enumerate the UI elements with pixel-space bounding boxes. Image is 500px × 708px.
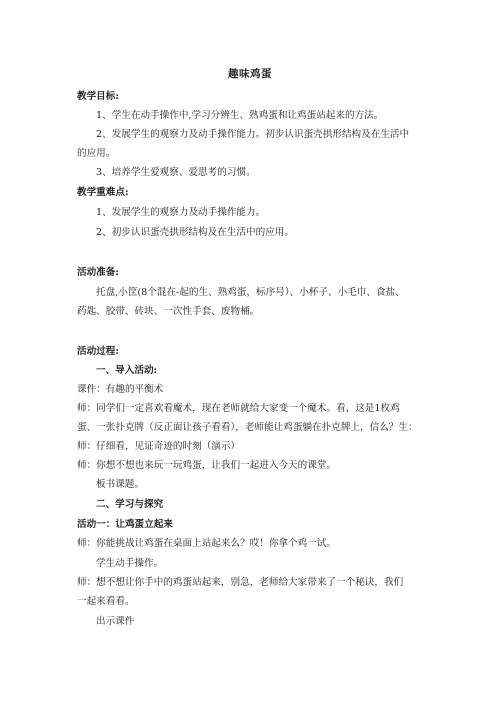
- objective-2: 2、发展学生的观察力及动手操作能力。初步认识蛋壳拱形结构及在生活中: [96, 129, 410, 140]
- objective-2-cont: 的应用。: [77, 148, 116, 159]
- student-operation-line: 学生动手操作。: [96, 558, 164, 569]
- activity-1-heading: 活动一：让鸡蛋立起来: [77, 519, 173, 530]
- section-heading-objectives: 教学目标:: [77, 91, 119, 102]
- preparation-text-cont: 药匙、胶带、砖块、一次性手套、废物桶。: [77, 306, 260, 317]
- preparation-text: 托盘,小筐(8个混在-起的生、熟鸡蛋，标序号）、小杯子、小毛巾、食盐、: [96, 287, 405, 298]
- section-heading-process: 活动过程:: [77, 346, 119, 357]
- section-heading-key-points: 教学重难点:: [77, 187, 129, 198]
- courseware-line: 课件：有趣的平衡术: [77, 384, 164, 395]
- teacher-line-2: 师：仔细看，见证奇迹的时刻（演示）: [77, 441, 241, 452]
- objective-3: 3、培养学生爱观察、爱思考的习惯。: [96, 167, 256, 178]
- teacher-line-3: 师：你想不想也来玩一玩鸡蛋，让我们一起进入今天的课堂。: [77, 460, 337, 471]
- section-heading-preparation: 活动准备:: [77, 267, 119, 278]
- blackboard-line: 板书课题。: [96, 479, 144, 490]
- key-point-1: 1、发展学生的观察力及动手操作能力。: [96, 207, 266, 218]
- key-point-2: 2、初步认识蛋壳拱形结构及在生活中的应用。: [96, 227, 294, 238]
- teacher-line-1-cont: 蛋、一张扑克牌（反正面让孩子看看），老师能让鸡蛋躺在扑克牌上，信么？生：: [77, 422, 418, 433]
- objective-1: 1、学生在动手操作中,学习分辨生、熟鸡蛋和让鸡蛋站起来的方法。: [96, 110, 384, 121]
- document-title: 趣味鸡蛋: [228, 68, 272, 80]
- show-courseware-line: 出示课件: [96, 616, 135, 627]
- teacher-line-5-cont: 一起来看看。: [77, 596, 135, 607]
- teacher-line-5: 师：想不想让你手中的鸡蛋站起来，别急，老师给大家带来了一个秘诀，我们: [77, 577, 404, 588]
- teacher-line-4: 师：你能挑战让鸡蛋在桌面上站起来么？哎！你拿个鸡一试。: [77, 538, 337, 549]
- step-1-heading: 一、导入活动:: [96, 365, 158, 376]
- step-2-heading: 二、学习与探究: [96, 499, 164, 510]
- teacher-line-1: 师：同学们一定喜欢看魔术，现在老师就给大家变一个魔术。看，这是1枚鸡: [77, 403, 400, 414]
